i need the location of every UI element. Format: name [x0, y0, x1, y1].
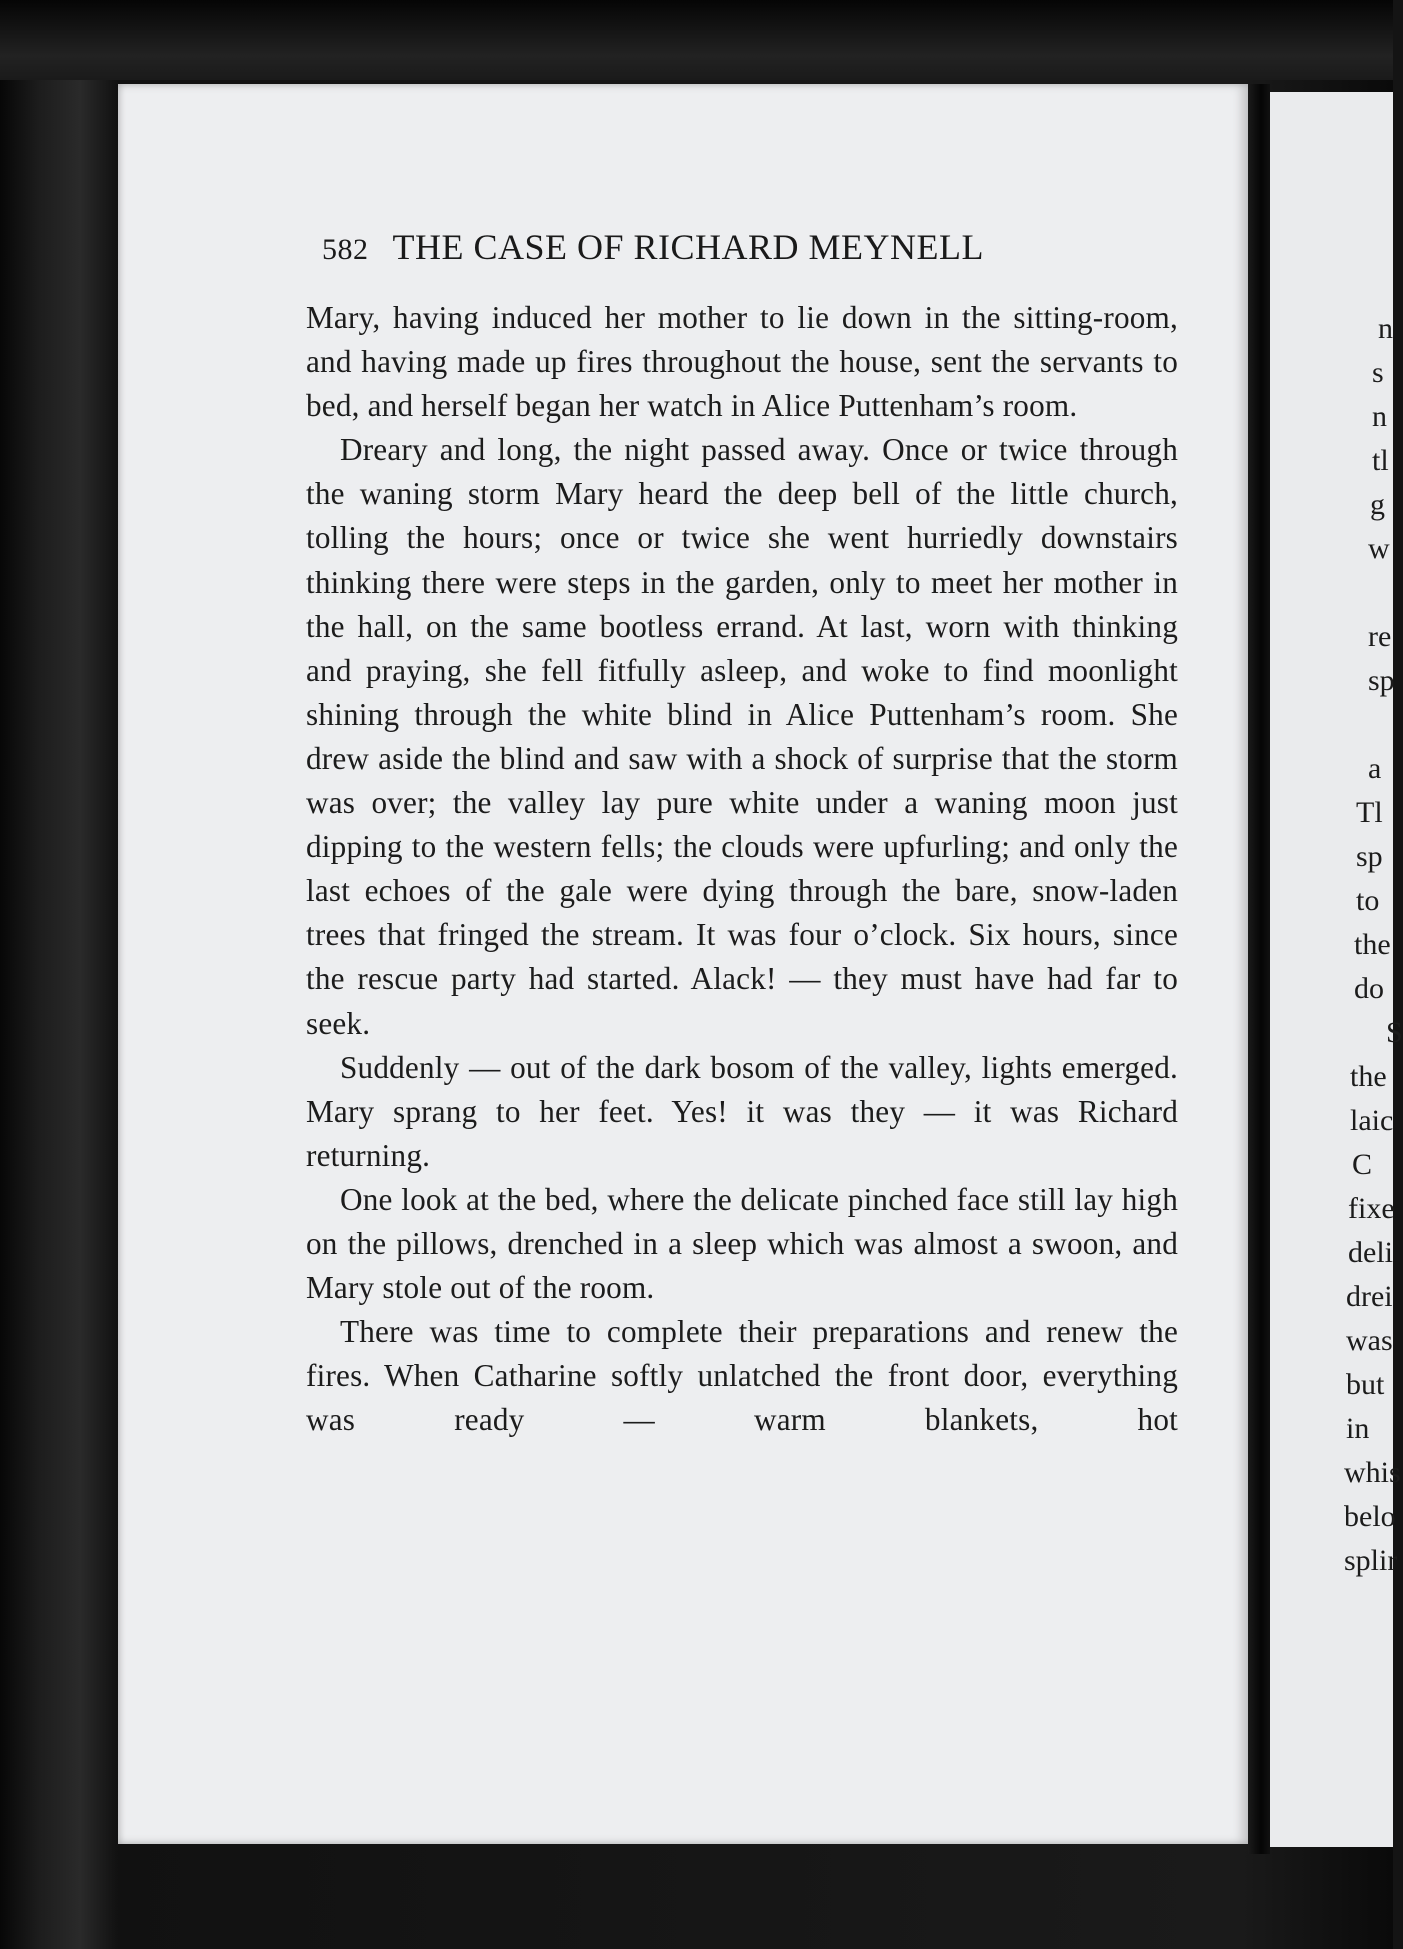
facing-line: splir	[1344, 1544, 1398, 1577]
facing-line: s	[1372, 356, 1384, 389]
paragraph: Dreary and long, the night passed away. Once or twice through the waning storm Mary heard the deep bell of the little church, tolling the hours; once or twice she went hurriedly downstairs thinking there were steps in the garden, only to meet her mother in the hall, on the same bootless errand. At last, worn with thinking and praying, she fell fitfully asleep, and woke to find moonlight shining through the white blind in Alice Puttenham’s room. She drew aside the blind and saw with a shock of surprise that the storm was over; the valley lay pure white under a waning moon just dipping to the western fells; the clouds were upfurling; and only the last echoes of the gale were dying through the bare, snow-laden trees that fringed the stream. It was four o’clock. Six hours, since the rescue party had started. Alack! — they must have had far to seek.	[306, 432, 1178, 1041]
facing-line: in	[1346, 1412, 1370, 1445]
paragraph: Mary, having induced her mother to lie down in the sitting-room, and having made up fires throughout the house, sent the servants to bed, and herself began her watch in Alice Puttenham’s room.	[306, 300, 1178, 424]
facing-line: w	[1368, 532, 1390, 565]
running-head	[322, 226, 1082, 272]
facing-line: to	[1356, 884, 1380, 917]
facing-line: sp	[1356, 840, 1383, 873]
facing-line: g	[1370, 488, 1385, 521]
facing-line: C	[1352, 1148, 1373, 1181]
paragraph: One look at the bed, where the delicate pinched face still lay high on the pillows, drenched in a sleep which was almost a swoon, and Mary stole out of the room.	[306, 1181, 1178, 1306]
facing-line: a	[1368, 752, 1382, 785]
facing-line: S	[1386, 1016, 1403, 1049]
facing-line: Tl	[1356, 796, 1383, 829]
body-text	[306, 296, 1178, 1442]
paragraph: Suddenly — out of the dark bosom of the valley, lights emerged. Mary sprang to her feet. Yes! it was they — it was Richard returning.	[306, 1049, 1178, 1173]
facing-line: n	[1378, 312, 1393, 345]
scan-top-edge	[0, 0, 1393, 80]
facing-line: the	[1350, 1060, 1387, 1093]
facing-line: sp	[1368, 664, 1395, 697]
facing-line: fixe	[1348, 1192, 1395, 1225]
facing-line: tl	[1372, 444, 1389, 477]
facing-line: whis	[1344, 1456, 1401, 1489]
facing-line: do	[1354, 972, 1384, 1005]
paragraph: There was time to complete their preparations and renew the fires. When Catharine softly unlatched the front door, everything was ready — warm blankets, hot	[306, 1314, 1178, 1438]
book-gutter	[1248, 84, 1270, 1854]
book-title: THE CASE OF RICHARD MEYNELL	[392, 227, 985, 267]
facing-line: re	[1368, 620, 1392, 653]
facing-line: n	[1372, 400, 1387, 433]
facing-line: the	[1354, 928, 1391, 961]
facing-line: belo	[1344, 1500, 1396, 1533]
page-number: 582	[322, 233, 369, 266]
facing-line: was	[1346, 1324, 1393, 1357]
facing-line: drei	[1346, 1280, 1393, 1313]
facing-line: but	[1346, 1368, 1385, 1401]
facing-line: laic	[1350, 1104, 1394, 1137]
facing-line: deli	[1348, 1236, 1393, 1269]
